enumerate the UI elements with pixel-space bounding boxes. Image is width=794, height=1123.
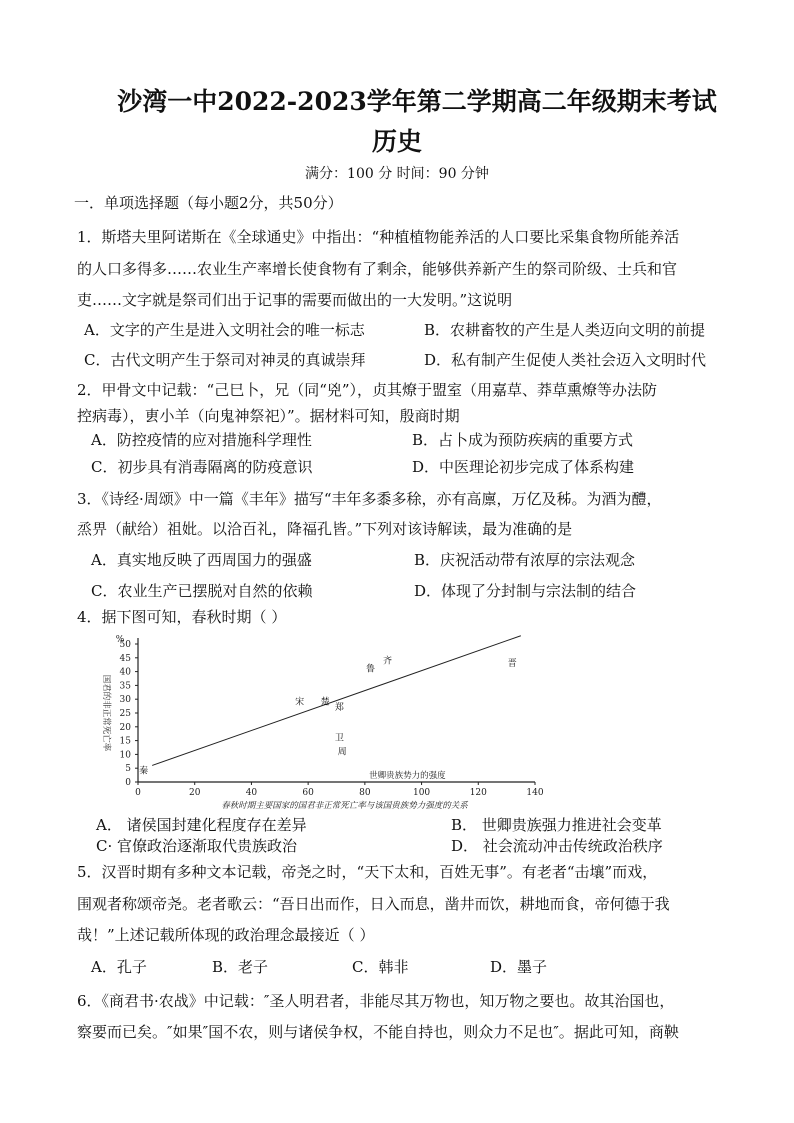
question-line: 4．据下图可知，春秋时期（ ） <box>77 608 287 626</box>
option-a: A．防控疫情的应对措施科学理性 <box>91 431 312 449</box>
y-tick-label: 25 <box>119 709 131 719</box>
option-d: D．私有制产生促使人类社会迈入文明时代 <box>424 351 707 369</box>
option-a: A．文字的产生是进入文明社会的唯一标志 <box>84 321 365 339</box>
trend-line <box>152 636 521 766</box>
option-b: B．庆祝活动带有浓厚的宗法观念 <box>414 551 636 569</box>
question-line: 3．《诗经·周颂》中一篇《丰年》描写“丰年多黍多稌，亦有高廪，万亿及秭。为酒为醴， <box>77 490 662 508</box>
y-tick-label: 40 <box>119 667 131 678</box>
data-point-label: 晋 <box>507 659 517 670</box>
score-time-info: 满分：100 分 时间：90 分钟 <box>305 166 489 182</box>
x-tick-label: 120 <box>469 788 487 798</box>
option-c: C．古代文明产生于祭司对神灵的真诚崇拜 <box>84 351 366 369</box>
option-c: C．初步具有消毒隔离的防疫意识 <box>91 458 313 476</box>
question-line: 烝畀（献给）祖妣。以洽百礼，降福孔皆。”下列对该诗解读，最为准确的是 <box>77 520 573 538</box>
y-axis-label: 国君的非正常死亡率 <box>101 674 111 752</box>
exam-title: 沙湾一中2022-2023学年第二学期高二年级期末考试 <box>117 87 717 116</box>
data-point-label: 卫 <box>334 733 344 744</box>
x-tick-label: 60 <box>302 788 314 798</box>
x-tick-label: 40 <box>245 788 258 798</box>
data-point-label: 鲁 <box>366 664 376 675</box>
x-tick-label: 20 <box>188 788 201 798</box>
data-point-label: 周 <box>337 747 347 758</box>
option-a: A．真实地反映了西周国力的强盛 <box>91 551 312 569</box>
option-a: A． 诸侯国封建化程度存在差异 <box>96 816 307 834</box>
y-tick-label: 45 <box>119 653 131 664</box>
data-point-label: 秦 <box>139 766 149 777</box>
option-c: C．韩非 <box>352 958 409 976</box>
y-unit-label: % <box>115 635 125 645</box>
y-tick-label: 35 <box>119 681 131 692</box>
x-tick-label: 140 <box>526 788 544 798</box>
question-line: 1．斯塔夫里阿诺斯在《全球通史》中指出：“种植植物能养活的人口要比采集食物所能养活 <box>77 228 680 246</box>
y-tick-label: 30 <box>119 695 131 706</box>
question-line: 察要而已矣。″如果″国不农，则与诸侯争权，不能自持也，则众力不足也″。据此可知，商鞅 <box>77 1023 679 1041</box>
question-line: 5．汉晋时期有多种文本记载，帝尧之时，“天下太和，百姓无事”。有老者“击壤”而戏， <box>77 863 658 881</box>
option-c: C．农业生产已摆脱对自然的依赖 <box>91 582 313 600</box>
x-tick-label: 100 <box>412 788 431 798</box>
y-tick-label: 0 <box>125 778 131 788</box>
question-line: 吏……文字就是祭司们出于记事的需要而做出的一大发明。”这说明 <box>77 291 513 309</box>
option-a: A．孔子 <box>91 958 147 976</box>
y-tick-label: 20 <box>119 722 131 733</box>
question-line: 2．甲骨文中记载：“己巳卜，兄（同“兇”），贞其燎于盟室（用嘉草、莽草熏燎等办法防 <box>77 381 658 399</box>
x-tick-label: 0 <box>135 788 141 798</box>
question-line: 围观者称颂帝尧。老者歌云：“吾日出而作，日入而息，凿井而饮，耕地而食，帝何德于我 <box>77 895 670 913</box>
y-tick-label: 50 <box>119 640 131 650</box>
data-point-label: 齐 <box>383 656 393 667</box>
question-line: 6．《商君书·农战》中记载：″圣人明君者，非能尽其万物也，知万物之要也。故其治国也， <box>77 992 675 1010</box>
y-tick-label: 15 <box>119 736 131 747</box>
option-b: B．老子 <box>212 958 269 976</box>
scatter-chart <box>90 632 550 810</box>
chart-caption: 春秋时期主要国家的国君非正常死亡率与该国贵族势力强度的关系 <box>221 801 468 810</box>
x-axis-inner-label: 世卿贵族势力的强度 <box>369 770 446 781</box>
y-tick-label: 10 <box>119 750 131 761</box>
data-point-label: 郑 <box>334 703 344 714</box>
question-line: 的人口多得多……农业生产率增长使食物有了剩余，能够供养新产生的祭司阶级、士兵和官 <box>77 260 678 278</box>
option-d: D．墨子 <box>490 958 548 976</box>
data-point-label: 宋 <box>295 697 305 708</box>
section-heading: 一．单项选择题（每小题2分，共50分） <box>74 194 343 212</box>
option-d: D．体现了分封制与宗法制的结合 <box>414 582 637 600</box>
subject-title: 历史 <box>371 127 422 156</box>
option-b: B． 世卿贵族强力推进社会变革 <box>451 816 662 834</box>
option-b: B．占卜成为预防疾病的重要方式 <box>412 431 634 449</box>
y-tick-label: 5 <box>125 764 131 775</box>
option-d: D． 社会流动冲击传统政治秩序 <box>451 837 663 855</box>
question-line: 控病毒），叀小羊（向鬼神祭祀）”。据材料可知，殷商时期 <box>77 407 460 425</box>
option-c: C· 官僚政治逐渐取代贵族政治 <box>96 837 298 855</box>
question-line: 哉！”上述记载所体现的政治理念最接近（ ） <box>77 926 375 944</box>
option-d: D．中医理论初步完成了体系构建 <box>412 458 635 476</box>
data-point-label: 楚 <box>320 697 330 708</box>
option-b: B．农耕畜牧的产生是人类迈向文明的前提 <box>424 321 706 339</box>
x-tick-label: 80 <box>359 788 371 798</box>
